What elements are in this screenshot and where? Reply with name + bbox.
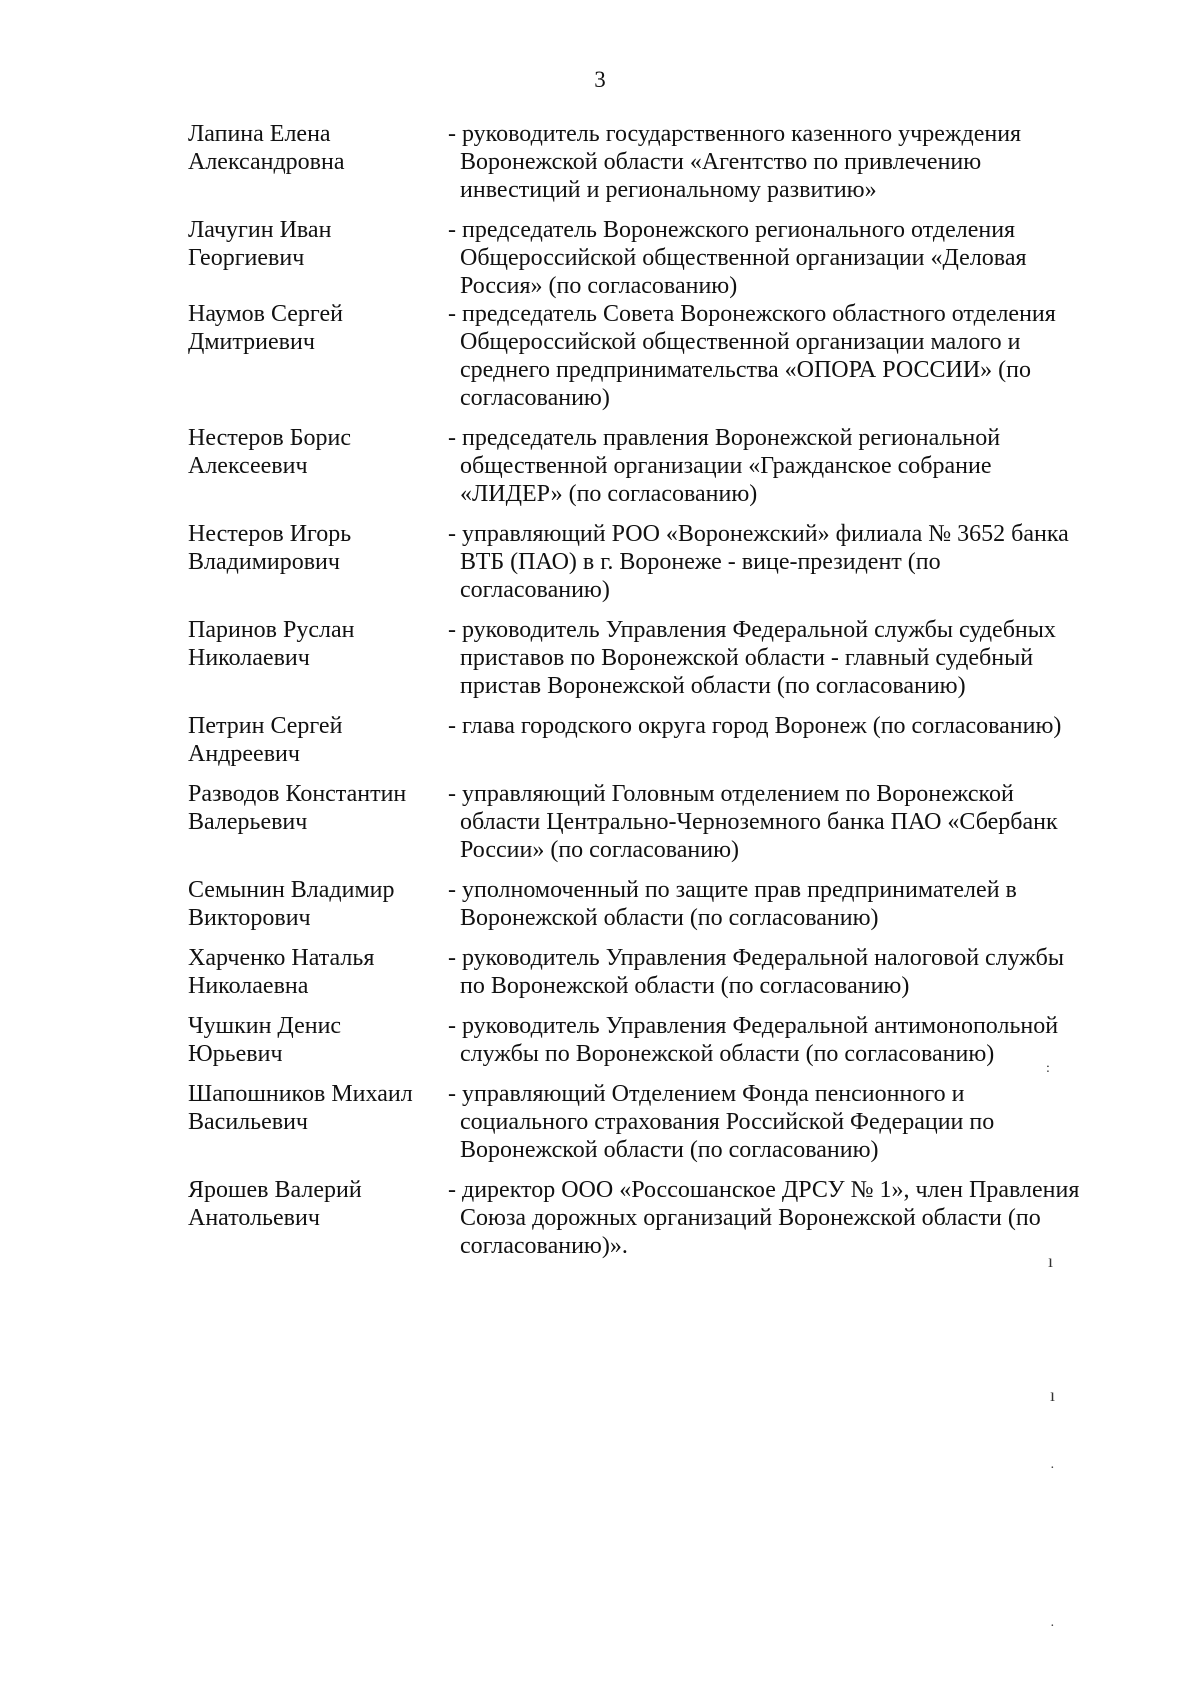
member-role <box>448 1080 1108 1164</box>
member-role-line: - управляющий РОО «Воронежский» филиала № 3652 банка <box>448 521 1069 547</box>
member-role-line: приставов по Воронежской области - главный судебный <box>460 645 1034 671</box>
scan-speck: · <box>1050 1461 1055 1476</box>
member-name <box>188 216 448 272</box>
member-name-line: Николаевич <box>188 645 310 671</box>
member-name-line: Нестеров Игорь <box>188 521 352 547</box>
member-name-line: Николаевна <box>188 973 309 999</box>
member-name <box>188 424 448 480</box>
member-role-line: социального страхования Российской Федерации по <box>460 1109 995 1135</box>
scan-speck: ı <box>1048 1251 1054 1271</box>
member-role <box>448 1176 1108 1260</box>
member-name-line: Харченко Наталья <box>188 945 375 971</box>
member-role-line: общественной организации «Гражданское собрание <box>460 453 992 479</box>
member-role-line: пристав Воронежской области (по согласованию) <box>460 673 966 699</box>
member-name-line: Андреевич <box>188 741 300 767</box>
member-name <box>188 520 448 576</box>
member-role-line: - уполномоченный по защите прав предпринимателей в <box>448 877 1017 903</box>
member-role-line: Воронежской области (по согласованию) <box>460 905 879 931</box>
member-role-line: - председатель правления Воронежской региональной <box>448 425 1001 451</box>
member-name <box>188 1012 448 1068</box>
scan-speck: ı <box>1050 1385 1056 1405</box>
member-role <box>448 1012 1108 1068</box>
member-name <box>188 944 448 1000</box>
member-role-line: - руководитель Управления Федеральной антимонопольной <box>448 1013 1059 1039</box>
member-name <box>188 616 448 672</box>
member-name-line: Георгиевич <box>188 245 305 271</box>
member-role-line: России» (по согласованию) <box>460 837 740 863</box>
member-name-line: Александровна <box>188 149 345 175</box>
member-name-line: Паринов Руслан <box>188 617 355 643</box>
member-name-line: Наумов Сергей <box>188 301 343 327</box>
member-role-line: - председатель Совета Воронежского областного отделения <box>448 301 1056 327</box>
member-role-line: инвестиций и региональному развитию» <box>460 177 877 203</box>
member-name-line: Лапина Елена <box>188 121 331 147</box>
member-role <box>448 712 1108 740</box>
member-role <box>448 780 1108 864</box>
member-role-line: по Воронежской области (по согласованию) <box>460 973 910 999</box>
member-name <box>188 780 448 836</box>
member-role <box>448 520 1108 604</box>
member-role-line: Россия» (по согласованию) <box>460 273 738 299</box>
member-name-line: Лачугин Иван <box>188 217 332 243</box>
member-role-line: согласованию) <box>460 577 610 603</box>
member-role-line: ВТБ (ПАО) в г. Воронеже - вице-президент (по <box>460 549 941 575</box>
member-name-line: Алексеевич <box>188 453 308 479</box>
member-name-line: Дмитриевич <box>188 329 315 355</box>
member-role-line: - управляющий Головным отделением по Воронежской <box>448 781 1014 807</box>
member-name-line: Юрьевич <box>188 1041 283 1067</box>
member-role <box>448 216 1108 300</box>
member-name-line: Нестеров Борис <box>188 425 351 451</box>
member-role-line: среднего предпринимательства «ОПОРА РОССИИ» (по <box>460 357 1032 383</box>
member-role-line: согласованию)». <box>460 1233 628 1259</box>
member-role-line: согласованию) <box>460 385 610 411</box>
member-role <box>448 300 1108 412</box>
member-name-line: Петрин Сергей <box>188 713 343 739</box>
member-role-line: «ЛИДЕР» (по согласованию) <box>460 481 758 507</box>
member-role-line: - руководитель Управления Федеральной налоговой службы <box>448 945 1064 971</box>
scan-speck: : <box>1046 1061 1050 1076</box>
member-name-line: Ярошев Валерий <box>188 1177 362 1203</box>
member-name <box>188 1080 448 1136</box>
member-name-line: Васильевич <box>188 1109 308 1135</box>
member-role-line: - руководитель государственного казенного учреждения <box>448 121 1022 147</box>
member-role-line: области Центрально-Черноземного банка ПАО «Сбербанк <box>460 809 1058 835</box>
member-role-line: - директор ООО «Россошанское ДРСУ № 1», член Правления <box>448 1177 1080 1203</box>
member-name-line: Валерьевич <box>188 809 308 835</box>
member-role-line: Воронежской области (по согласованию) <box>460 1137 879 1163</box>
member-name <box>188 712 448 768</box>
member-role <box>448 616 1108 700</box>
member-role <box>448 424 1108 508</box>
member-name-line: Семынин Владимир <box>188 877 395 903</box>
member-name-line: Шапошников Михаил <box>188 1081 413 1107</box>
member-role-line: службы по Воронежской области (по согласованию) <box>460 1041 995 1067</box>
member-role-line: - глава городского округа город Воронеж (по согласованию) <box>448 713 1062 739</box>
member-name <box>188 300 448 356</box>
member-role <box>448 876 1108 932</box>
member-role-line: - председатель Воронежского регионального отделения <box>448 217 1016 243</box>
scan-speck: · <box>1050 1619 1055 1634</box>
member-name-line: Анатольевич <box>188 1205 320 1231</box>
member-role-line: Союза дорожных организаций Воронежской области (по <box>460 1205 1041 1231</box>
member-name <box>188 876 448 932</box>
member-name-line: Викторович <box>188 905 311 931</box>
member-name-line: Чушкин Денис <box>188 1013 342 1039</box>
member-role-line: Общероссийской общественной организации «Деловая <box>460 245 1027 271</box>
page-number: 3 <box>594 67 606 92</box>
member-name <box>188 1176 448 1232</box>
member-role <box>448 944 1108 1000</box>
member-name-line: Владимирович <box>188 549 340 575</box>
member-name <box>188 120 448 176</box>
member-role <box>448 120 1108 204</box>
member-role-line: - руководитель Управления Федеральной службы судебных <box>448 617 1056 643</box>
member-role-line: Воронежской области «Агентство по привлечению <box>460 149 982 175</box>
member-role-line: Общероссийской общественной организации малого и <box>460 329 1021 355</box>
member-role-line: - управляющий Отделением Фонда пенсионного и <box>448 1081 965 1107</box>
member-name-line: Разводов Константин <box>188 781 407 807</box>
